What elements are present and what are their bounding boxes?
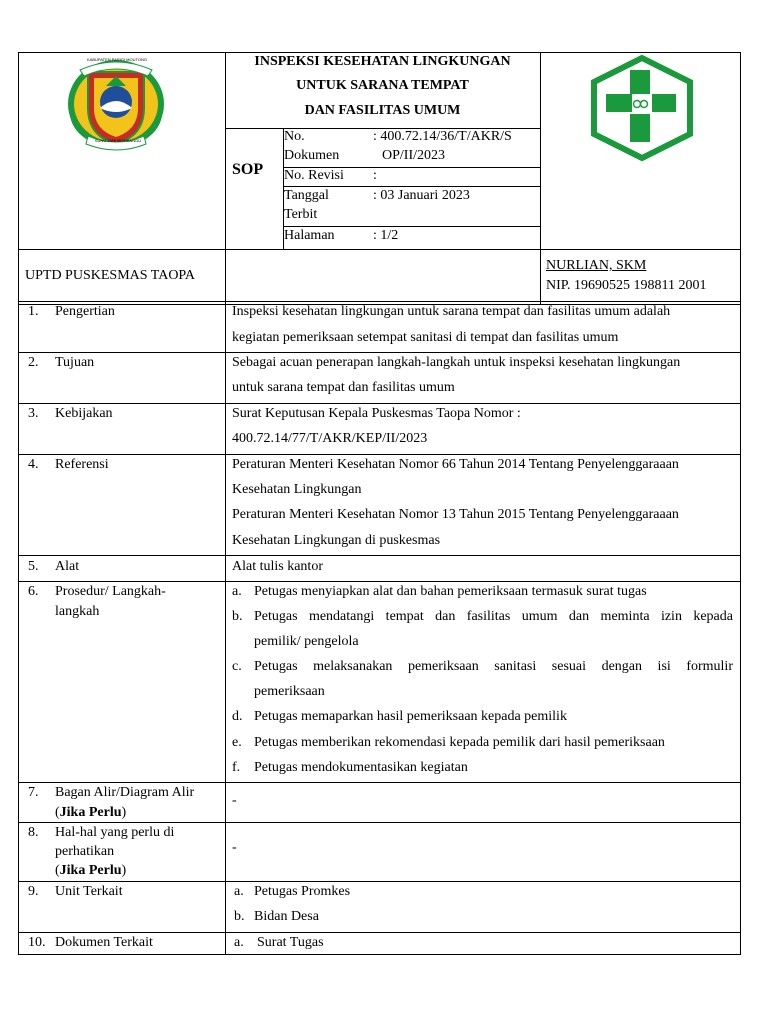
row-4-content-line-4: Kesehatan Lingkungan di puskesmas <box>232 533 441 548</box>
prosedur-f-mark: f. <box>232 760 241 775</box>
row-3-label: Kebijakan <box>55 406 113 421</box>
row-1-label: Pengertian <box>55 304 115 319</box>
row-4-content-line-1: Peraturan Menteri Kesehatan Nomor 66 Tahun 2014 Tentang Penyelenggaraaan <box>232 457 679 472</box>
dokumen-terkait-a-mark: a. <box>234 935 244 950</box>
unit-terkait-b-text: Bidan Desa <box>254 909 319 924</box>
row-4-number: 4. <box>28 457 39 472</box>
prosedur-d-text: Petugas memaparkan hasil pemeriksaan kepada pemilik <box>254 709 567 724</box>
row-2-content-line-1: Sebagai acuan penerapan langkah-langkah untuk inspeksi kesehatan lingkungan <box>232 355 681 370</box>
crest-text-top: KABUPATEN PARIGI MOUTONG <box>87 57 147 62</box>
row-5-number: 5. <box>28 559 39 574</box>
org-name: UPTD PUSKESMAS TAOPA <box>25 268 196 283</box>
unit-terkait-b-mark: b. <box>234 909 245 924</box>
row-9-number: 9. <box>28 884 39 899</box>
row-2-content-line-2: untuk sarana tempat dan fasilitas umum <box>232 380 455 395</box>
no-dokumen-label-2: Dokumen <box>284 148 340 163</box>
row-3-content-line-1: Surat Keputusan Kepala Puskesmas Taopa Nomor : <box>232 406 521 421</box>
prosedur-e-mark: e. <box>232 735 242 750</box>
row-8-label-line-1: Hal-hal yang perlu di <box>55 825 175 840</box>
unit-terkait-a-mark: a. <box>234 884 244 899</box>
signer-nip: NIP. 19690525 198811 2001 <box>546 278 707 293</box>
row-8-number: 8. <box>28 825 39 840</box>
row-5-label: Alat <box>55 559 80 574</box>
row-5-content-line-1: Alat tulis kantor <box>232 559 323 574</box>
no-dokumen-label-1: No. <box>284 129 305 144</box>
row-3-content-line-2: 400.72.14/77/T/AKR/KEP/II/2023 <box>232 431 428 446</box>
row-8-label-note: (Jika Perlu) <box>55 863 127 878</box>
row-4-label: Referensi <box>55 457 109 472</box>
row-7-label-note: (Jika Perlu) <box>55 805 127 820</box>
row-10-number: 10. <box>28 935 46 950</box>
row-1-content-line-1: Inspeksi kesehatan lingkungan untuk sarana tempat dan fasilitas umum adalah <box>232 304 671 319</box>
tanggal-value: : 03 Januari 2023 <box>373 188 470 203</box>
halaman-value: : 1/2 <box>373 228 399 243</box>
prosedur-f-text: Petugas mendokumentasikan kegiatan <box>254 760 468 775</box>
row-6-label-line-1: Prosedur/ Langkah- <box>55 584 166 599</box>
row-10-label: Dokumen Terkait <box>55 935 153 950</box>
row-7-content: - <box>232 793 237 808</box>
row-6-number: 6. <box>28 584 39 599</box>
unit-terkait-a-text: Petugas Promkes <box>254 884 351 899</box>
prosedur-c-text-2: pemeriksaan <box>254 684 325 699</box>
row-9-label: Unit Terkait <box>55 884 123 899</box>
crest-text-bottom: SUNU JANI MOMBANGU <box>94 138 142 143</box>
dokumen-terkait-a-text: Surat Tugas <box>257 935 324 950</box>
no-revisi-label: No. Revisi <box>284 168 344 183</box>
row-8-content: - <box>232 840 237 855</box>
prosedur-e-text: Petugas memberikan rekomendasi kepada pemilik dari hasil pemeriksaan <box>254 735 665 750</box>
title-line-1: INSPEKSI KESEHATAN LINGKUNGAN <box>254 54 511 69</box>
prosedur-a-text: Petugas menyiapkan alat dan bahan pemeriksaan termasuk surat tugas <box>254 584 647 599</box>
prosedur-a-mark: a. <box>232 584 242 599</box>
tanggal-label-1: Tanggal <box>284 188 329 203</box>
row-6-label-line-2: langkah <box>55 604 100 619</box>
prosedur-c-text-1: Petugas melaksanakan pemeriksaan sanitasi sesuai dengan isi formulir <box>254 659 733 674</box>
row-7-number: 7. <box>28 785 39 800</box>
prosedur-d-mark: d. <box>232 709 243 724</box>
signer-name: NURLIAN, SKM <box>546 258 647 273</box>
row-7-label-line-1: Bagan Alir/Diagram Alir <box>55 785 195 800</box>
row-8-label-line-2: perhatikan <box>55 844 115 859</box>
row-4-content-line-2: Kesehatan Lingkungan <box>232 482 362 497</box>
title-line-3: DAN FASILITAS UMUM <box>304 103 461 118</box>
prosedur-b-text-2: pemilik/ pengelola <box>254 634 359 649</box>
row-3-number: 3. <box>28 406 39 421</box>
sop-label: SOP <box>232 161 264 178</box>
row-4-content-line-3: Peraturan Menteri Kesehatan Nomor 13 Tahun 2015 Tentang Penyelenggaraaan <box>232 507 679 522</box>
no-dokumen-value-2: OP/II/2023 <box>382 148 445 163</box>
puskesmas-logo <box>586 54 698 162</box>
no-revisi-value: : <box>373 168 377 183</box>
row-2-label: Tujuan <box>55 355 95 370</box>
prosedur-b-text-1: Petugas mendatangi tempat dan fasilitas umum dan meminta izin kepada <box>254 609 733 624</box>
prosedur-b-mark: b. <box>232 609 243 624</box>
row-2-number: 2. <box>28 355 39 370</box>
row-1-number: 1. <box>28 304 39 319</box>
halaman-label: Halaman <box>284 228 335 243</box>
row-1-content-line-2: kegiatan pemeriksaan setempat sanitasi di tempat dan fasilitas umum <box>232 330 619 345</box>
prosedur-c-mark: c. <box>232 659 242 674</box>
title-line-2: UNTUK SARANA TEMPAT <box>296 78 469 93</box>
tanggal-label-2: Terbit <box>284 207 318 222</box>
no-dokumen-value-1: : 400.72.14/36/T/AKR/S <box>373 129 512 144</box>
sop-body-table <box>18 301 741 955</box>
